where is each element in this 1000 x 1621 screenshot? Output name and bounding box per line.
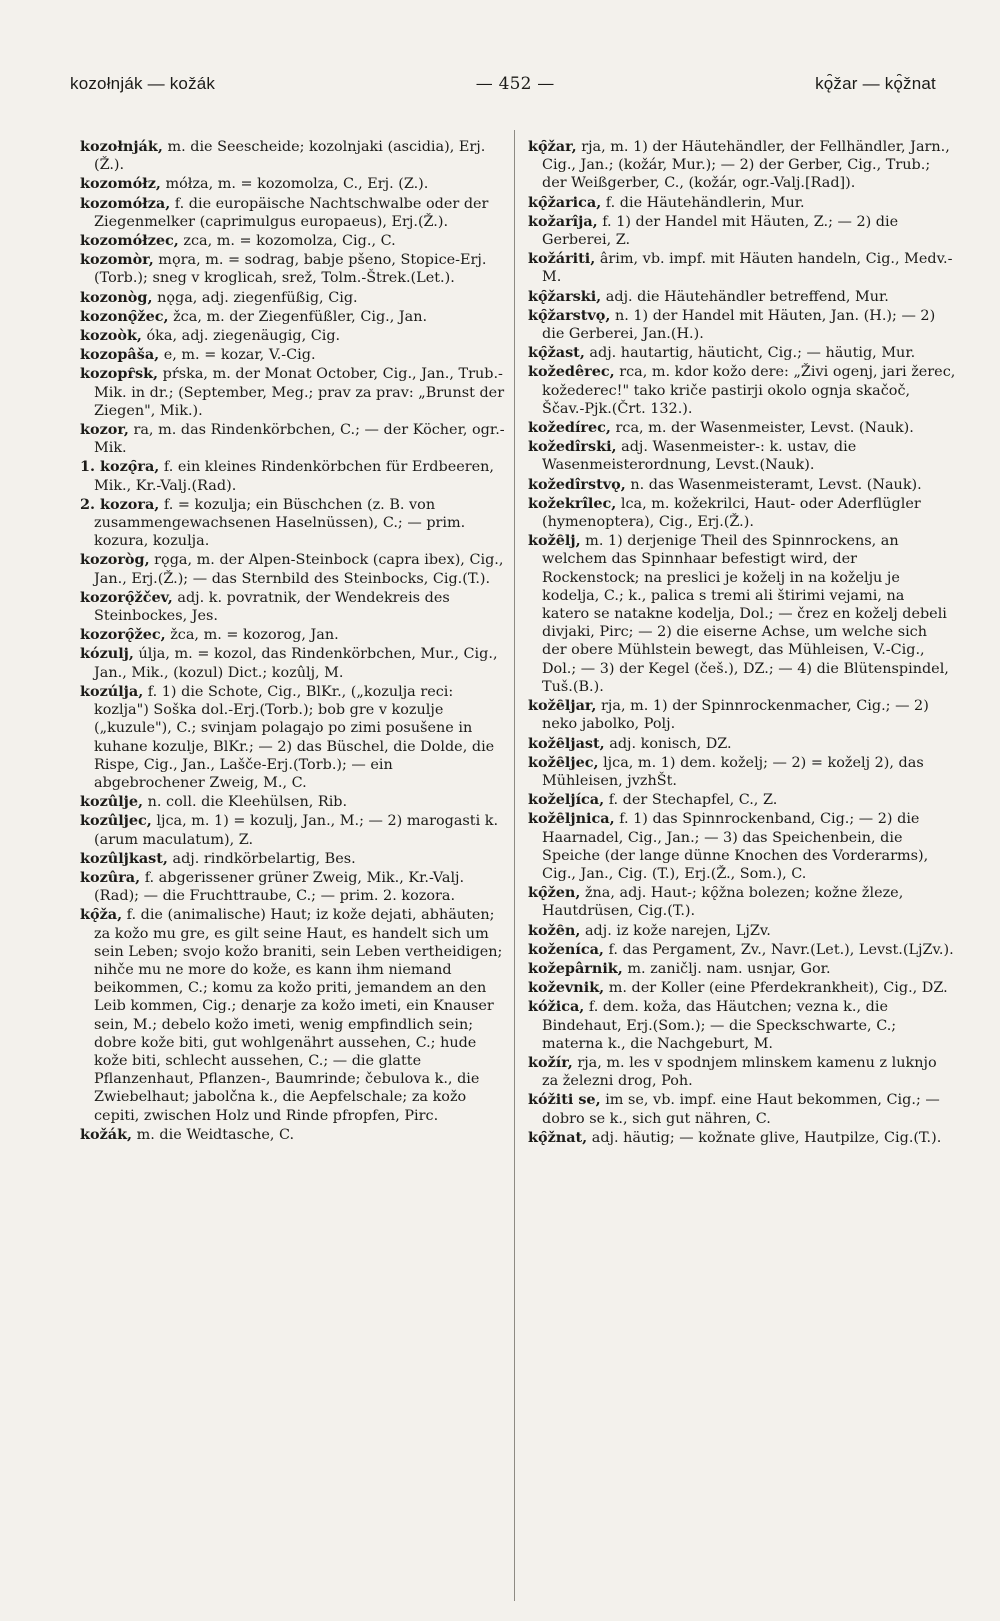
- entry-headword: kozomółz,: [80, 175, 161, 193]
- entry-headword: kožarîja,: [528, 212, 598, 230]
- entry-headword: kozúlja,: [80, 682, 144, 700]
- entry-definition: žca, m. der Ziegenfüßler, Cig., Jan.: [173, 308, 428, 325]
- entry-definition: f. = kozulja; ein Büschchen (z. B. von zusammengewachsenen Haselnüssen), C.; — prim. kozura, kozulja.: [94, 496, 466, 550]
- dictionary-entry: [528, 438, 956, 474]
- entry-definition: rǫga, m. der Alpen-Steinbock (capra ibex), Cig., Jan., Erj.(Ž.); — das Sternbild des Steinbocks, Cig.(T.).: [94, 552, 504, 587]
- entry-definition: úlja, m. = kozol, das Rindenkörbchen, Mur., Cig., Jan., Mik., (kozul) Dict.; kozûlj, M.: [94, 646, 498, 681]
- dictionary-entry: [528, 363, 956, 418]
- entry-definition: f. 1) die Schote, Cig., BlKr., („kozulja reci: kozlja") Soška dol.-Erj.(Torb.); bob gre v kozulje („kuzule"), C.; svinjam polagajo po zimi posušene in kuhane kozulje, BlKr.; — 2) das Büschel, die Dolde, die Rispe, Cig., Jan., Lašče-Erj.(Torb.); — ein abgebrochener Zweig, M., C.: [94, 683, 495, 791]
- entry-definition: m. 1) derjenige Theil des Spinnrockens, an welchem das Spinnhaar befestigt wird, der Rockenstock; na preslici je koželj in na koželju je kodelja, C.; k., palica s tremi ali štirimi vejami, na katero se natakne kodelja, Dol.; — črez en koželj debeli divjaki, Pirc; — 2) die eiserne Achse, um welche sich der obere Mühlstein bewegt, das Mühleisen, V.-Cig., Dol.; — 3) der Kegel (češ.), DZ.; — 4) die Blütenspindel, Tuš.(B.).: [542, 533, 949, 695]
- entry-headword: kozonòg,: [80, 288, 153, 306]
- entry-headword: kožȇn,: [528, 921, 581, 939]
- entry-headword: kǫ̑žast,: [528, 344, 585, 362]
- dictionary-entry: [80, 812, 506, 848]
- dictionary-entry: [528, 288, 956, 306]
- entry-headword: kožekrîlec,: [528, 494, 617, 512]
- entry-headword: kozûljec,: [80, 812, 152, 830]
- dictionary-entry: [528, 476, 956, 494]
- entry-headword: kožȇljar,: [528, 697, 597, 715]
- dictionary-entry: [528, 754, 956, 790]
- entry-headword: kozonǫ̑žec,: [80, 307, 169, 325]
- entry-definition: adj. konisch, DZ.: [609, 735, 732, 752]
- dictionary-entry: [528, 1054, 956, 1090]
- entry-definition: f. die (animalische) Haut; iz kože dejati, abhäuten; za kožo mu gre, es gilt seine Haut, es handelt sich um sein Leben; svojo kožo braniti, sein Leben vertheidigen; nihče mu ne more do kože, es kann ihm niemand beikommen, C.; komu za kožo priti, jemandem an den Leib kommen, Cig.; denarje za kožo imeti, ein Knauser sein, M.; debelo kožo imeti, wenig empfindlich sein; dobre kože biti, gut wohlgenährt aussehen, C.; hude kože biti, schlecht aussehen, C.; — die glatte Pflanzenhaut, Pflanzen-, Baumrinde; čebulova k., die Zwiebelhaut; jabolčna k., die Aepfelschale; za kožo cepiti, zwischen Holz und Rinde pfropfen, Pirc.: [94, 907, 503, 1124]
- dictionary-entry: [528, 884, 956, 920]
- column-divider: [514, 130, 515, 1601]
- entry-definition: f. 1) der Handel mit Häuten, Z.; — 2) die Gerberei, Z.: [542, 213, 899, 249]
- entry-headword: kǫ̑ža,: [80, 906, 123, 924]
- entry-headword: kožák,: [80, 1125, 133, 1143]
- entry-definition: nǫga, adj. ziegenfüßig, Cig.: [157, 289, 358, 306]
- entry-definition: pŕska, m. der Monat October, Cig., Jan., Trub.-Mik. in dr.; (September, Meg.; prav za prav: „Brunst der Ziegen", Mik.).: [94, 366, 505, 419]
- entry-definition: adj. häutig; — kožnate glive, Hautpilze, Cig.(T.).: [591, 1129, 942, 1146]
- entry-headword: kǫ̑žarica,: [528, 193, 602, 211]
- entry-definition: rca, m. der Wasenmeister, Levst. (Nauk).: [615, 420, 914, 437]
- dictionary-entry: [80, 1126, 506, 1144]
- entry-headword: kozomółzec,: [80, 232, 179, 250]
- entry-definition: mółza, m. = kozomolza, C., Erj. (Z.).: [165, 176, 429, 193]
- entry-definition: ljca, m. 1) = kozulj, Jan., M.; — 2) marogasti k. (arum maculatum), Z.: [94, 813, 499, 848]
- entry-headword: kozopȓsk,: [80, 365, 159, 383]
- dictionary-entry: [528, 495, 956, 531]
- entry-headword: kozołnják,: [80, 138, 163, 155]
- entry-definition: rja, m. 1) der Häutehändler, der Fellhändler, Jarn., Cig., Jan.; (kožár, Mur.); — 2) der Gerber, Cig., Trub.; der Weißgerber, C., (kožár, ogr.-Valj.[Rad]).: [542, 139, 950, 192]
- entry-definition: f. ein kleines Rindenkörbchen für Erdbeeren, Mik., Kr.-Valj.(Rad).: [94, 459, 494, 494]
- entry-headword: kǫ̑žarstvǫ,: [528, 306, 611, 324]
- entry-definition: n. coll. die Kleehülsen, Rib.: [147, 794, 348, 811]
- entry-definition: m. zaničlj. nam. usnjar, Gor.: [627, 960, 831, 977]
- entry-definition: mǫra, m. = sodrag, babje pšeno, Stopice-Erj.(Torb.); sneg v kroglicah, srež, Tolm.-Štrek.(Let.).: [94, 252, 487, 287]
- entry-definition: n. 1) der Handel mit Häuten, Jan. (H.); — 2) die Gerberei, Jan.(H.).: [542, 307, 936, 343]
- dictionary-entry: [528, 194, 956, 212]
- dictionary-entry: [528, 250, 956, 286]
- entry-headword: kǫ̑žen,: [528, 884, 581, 902]
- dictionary-entry: [528, 213, 956, 249]
- dictionary-entry: [80, 175, 506, 193]
- entry-headword: kóžica,: [528, 998, 585, 1016]
- header-right-guide-words: kǫ̑žar — kǫ̑žnat: [815, 74, 936, 93]
- entry-headword: kóžiti se,: [528, 1091, 601, 1109]
- entry-definition: zca, m. = kozomolza, Cig., C.: [183, 233, 396, 250]
- dictionary-entry: [80, 793, 506, 811]
- entry-definition: ljca, m. 1) dem. koželj; — 2) = koželj 2), das Mühleisen, jvzhŠt.: [542, 754, 924, 789]
- entry-definition: óka, adj. ziegenäugig, Cig.: [146, 328, 341, 345]
- entry-definition: žca, m. = kozorog, Jan.: [170, 627, 339, 644]
- entry-definition: rja, m. 1) der Spinnrockenmacher, Cig.; — 2) neko jabolko, Polj.: [542, 698, 929, 733]
- dictionary-entry: [528, 979, 956, 997]
- entry-definition: im se, vb. impf. eine Haut bekommen, Cig.; — dobro se k., sich gut nähren, C.: [542, 1092, 940, 1127]
- entry-headword: kǫ̑žarski,: [528, 287, 602, 305]
- entry-definition: adj. hautartig, häuticht, Cig.; — häutig, Mur.: [589, 345, 916, 362]
- entry-headword: kožedírec,: [528, 419, 611, 437]
- entry-definition: m. der Koller (eine Pferdekrankheit), Cig., DZ.: [608, 980, 948, 997]
- dictionary-entry: [80, 327, 506, 345]
- dictionary-entry: [80, 906, 506, 1124]
- dictionary-entry: [80, 551, 506, 587]
- entry-definition: lca, m. kožekrilci, Haut- oder Aderflügler (hymenoptera), Cig., Erj.(Ž.).: [542, 495, 921, 531]
- entry-definition: adj. k. povratnik, der Wendekreis des Steinbockes, Jes.: [94, 589, 450, 625]
- entry-headword: kozoròg,: [80, 551, 150, 569]
- entry-definition: rca, m. kdor kožo dere: „Živi ogenj, jari žerec, kožederec!" tako kriče pastirji okolo ognja skačoč, Ščav.-Pjk.(Črt. 132.).: [542, 364, 956, 417]
- dictionary-entry: [80, 232, 506, 250]
- dictionary-entry: [528, 735, 956, 753]
- dictionary-entry: [528, 1091, 956, 1127]
- entry-definition: ra, m. das Rindenkörbchen, C.; — der Köcher, ogr.-Mik.: [94, 422, 505, 457]
- dictionary-entry: [528, 307, 956, 343]
- dictionary-entry: [80, 850, 506, 868]
- entry-headword: kózulj,: [80, 645, 134, 663]
- entry-headword: kožȇljast,: [528, 734, 605, 752]
- left-column: [80, 138, 506, 1145]
- dictionary-entry: [528, 810, 956, 883]
- dictionary-entry: [80, 421, 506, 457]
- running-header: [70, 74, 936, 94]
- entry-headword: kozopâša,: [80, 346, 160, 364]
- entry-definition: m. die Seescheide; kozolnjaki (ascidia), Erj.(Ž.).: [94, 139, 486, 174]
- entry-definition: adj. rindkörbelartig, Bes.: [172, 850, 356, 867]
- entry-headword: kozoòk,: [80, 327, 142, 345]
- right-column: [528, 138, 956, 1148]
- entry-headword: kǫ̑žar,: [528, 138, 577, 155]
- dictionary-entry: [528, 532, 956, 696]
- entry-headword: kožedêrec,: [528, 363, 615, 381]
- entry-headword: kozûlje,: [80, 793, 144, 811]
- dictionary-entry: [80, 496, 506, 551]
- entry-headword: kozûljkast,: [80, 849, 168, 867]
- dictionary-entry: [80, 589, 506, 625]
- entry-headword: 2. kozora,: [80, 495, 160, 513]
- dictionary-entry: [80, 365, 506, 420]
- entry-headword: kǫ̑žnat,: [528, 1128, 588, 1146]
- dictionary-entry: [80, 195, 506, 231]
- entry-definition: adj. Wasenmeister-: k. ustav, die Wasenmeisterordnung, Levst.(Nauk).: [542, 439, 857, 474]
- entry-definition: m. die Weidtasche, C.: [136, 1126, 295, 1143]
- entry-definition: f. das Pergament, Zv., Navr.(Let.), Levst.(LjZv.).: [608, 941, 954, 958]
- entry-headword: kožȇlj,: [528, 532, 581, 550]
- entry-headword: kozomółza,: [80, 194, 171, 212]
- entry-headword: kožȇljec,: [528, 753, 599, 771]
- entry-headword: kozomòr,: [80, 251, 154, 269]
- entry-headword: 1. kozǫ̑ra,: [80, 458, 160, 476]
- entry-headword: kozor,: [80, 421, 129, 439]
- dictionary-entry: [80, 251, 506, 287]
- entry-definition: f. die europäische Nachtschwalbe oder der Ziegenmelker (caprimulgus europaeus), Erj.(Ž.).: [94, 195, 489, 230]
- entry-definition: rja, m. les v spodnjem mlinskem kamenu z luknjo za železni drog, Poh.: [542, 1054, 937, 1090]
- dictionary-entry: [80, 869, 506, 905]
- entry-headword: koželjíca,: [528, 791, 605, 809]
- entry-definition: adj. die Häutehändler betreffend, Mur.: [605, 288, 889, 305]
- dictionary-entry: [528, 138, 956, 193]
- entry-headword: kozûra,: [80, 868, 141, 886]
- entry-definition: f. der Stechapfel, C., Z.: [608, 792, 778, 809]
- entry-headword: koženíca,: [528, 940, 604, 958]
- dictionary-entry: [528, 419, 956, 437]
- entry-definition: f. abgerissener grüner Zweig, Mik., Kr.-Valj.(Rad); — die Fruchttraube, C.; — prim. 2. kozora.: [94, 869, 465, 905]
- entry-definition: n. das Wasenmeisteramt, Levst. (Nauk).: [630, 476, 922, 493]
- entry-headword: kozorǫ̑žec,: [80, 626, 166, 644]
- entry-definition: ârim, vb. impf. mit Häuten handeln, Cig., Medv.-M.: [542, 251, 953, 286]
- entry-headword: kozorǫ̑žčev,: [80, 588, 173, 606]
- dictionary-entry: [528, 791, 956, 809]
- entry-definition: f. dem. koža, das Häutchen; vezna k., die Bindehaut, Erj.(Som.); — die Speckschwarte, C.; materna k., die Nachgeburt, M.: [542, 999, 897, 1052]
- dictionary-entry: [80, 626, 506, 644]
- dictionary-entry: [528, 922, 956, 940]
- entry-headword: kožepârnik,: [528, 959, 623, 977]
- entry-headword: kožȇljnica,: [528, 810, 615, 828]
- entry-definition: f. 1) das Spinnrockenband, Cig.; — 2) die Haarnadel, Cig., Jan.; — 3) das Speichenbein, die Speiche (der lange dünne Knochen des Vorderarms), Cig., Jan., Cig. (T.), Erj.(Ž., Som.), C.: [542, 811, 929, 882]
- dictionary-entry: [80, 138, 506, 174]
- dictionary-entry: [80, 346, 506, 364]
- entry-definition: f. die Häutehändlerin, Mur.: [605, 194, 805, 211]
- page-number: — 452 —: [475, 74, 555, 94]
- dictionary-entry: [80, 683, 506, 792]
- entry-definition: adj. iz kože narejen, LjZv.: [584, 922, 771, 939]
- dictionary-entry: [528, 960, 956, 978]
- dictionary-entry: [528, 344, 956, 362]
- dictionary-entry: [528, 697, 956, 733]
- header-left-guide-words: kozołnják — kožák: [70, 74, 216, 93]
- dictionary-entry: [528, 941, 956, 959]
- entry-headword: kožedîrstvǫ,: [528, 475, 626, 493]
- entry-headword: koževnik,: [528, 979, 605, 997]
- dictionary-entry: [528, 1129, 956, 1147]
- dictionary-entry: [80, 289, 506, 307]
- dictionary-entry: [80, 308, 506, 326]
- dictionary-entry: [80, 458, 506, 494]
- dictionary-entry: [528, 998, 956, 1053]
- entry-definition: žna, adj. Haut-; kǫ̑žna bolezen; kožne žleze, Hautdrüsen, Cig.(T.).: [542, 885, 904, 920]
- entry-definition: e, m. = kozar, V.-Cig.: [163, 347, 316, 364]
- entry-headword: kožáriti,: [528, 250, 596, 268]
- dictionary-entry: [80, 645, 506, 681]
- entry-headword: kožedîrski,: [528, 438, 617, 456]
- entry-headword: kožír,: [528, 1053, 573, 1071]
